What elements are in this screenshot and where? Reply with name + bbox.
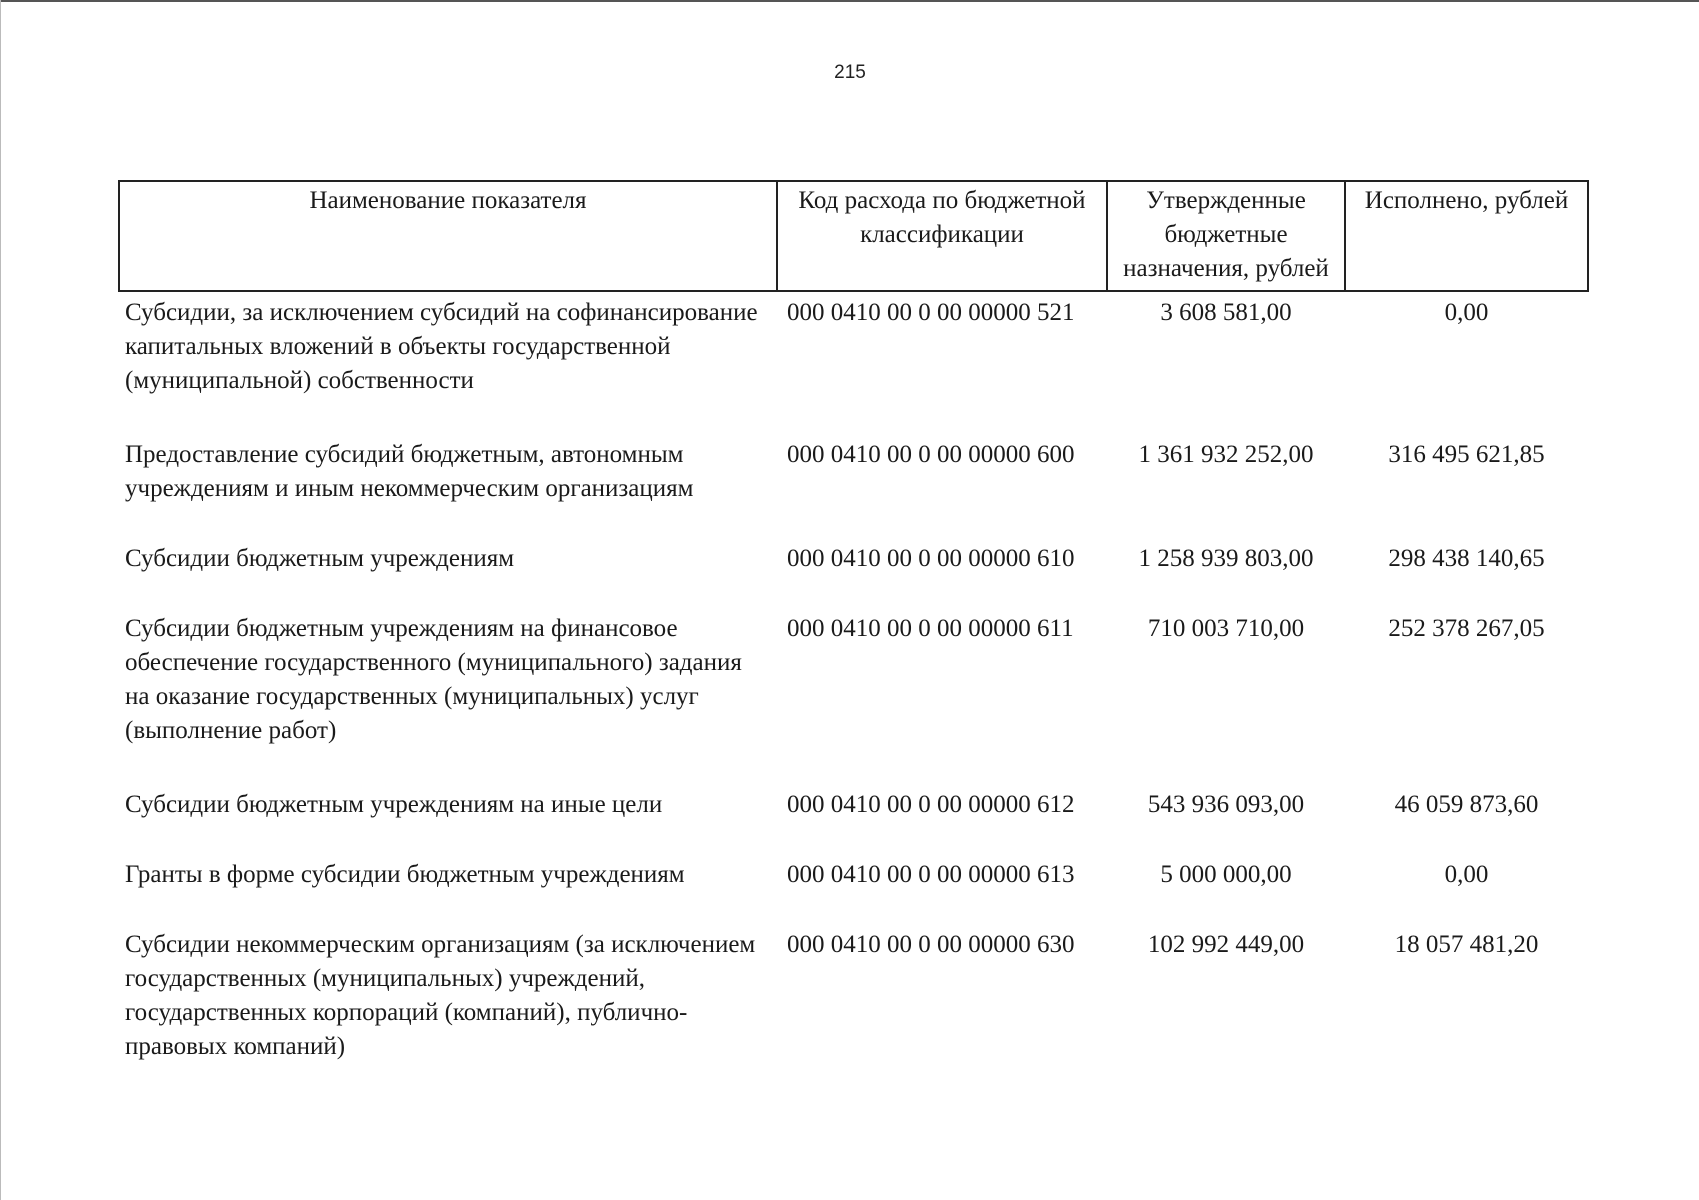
indicator-name: Субсидии бюджетным учреждениям на финансовое обеспечение государственного (муниципального) задания на оказание государственных (муниципальных) услуг (выполнение работ) bbox=[125, 615, 742, 744]
approved-amount: 3 608 581,00 bbox=[1160, 299, 1292, 326]
executed-amount: 252 378 267,05 bbox=[1388, 615, 1545, 642]
executed-amount: 0,00 bbox=[1444, 299, 1489, 326]
executed-amount: 18 057 481,20 bbox=[1394, 931, 1539, 958]
approved-amount: 102 992 449,00 bbox=[1147, 931, 1305, 958]
indicator-name: Субсидии бюджетным учреждениям на иные цели bbox=[125, 791, 663, 818]
table-row bbox=[119, 542, 1588, 612]
budget-execution-table bbox=[118, 180, 1589, 1068]
scan-top-border bbox=[0, 0, 1699, 2]
executed-amount: 46 059 873,60 bbox=[1394, 791, 1539, 818]
expense-code: 000 0410 00 0 00 00000 600 bbox=[787, 441, 1075, 468]
executed-amount: 298 438 140,65 bbox=[1388, 545, 1545, 572]
indicator-name: Субсидии некоммерческим организациям (за исключением государственных (муниципальных) учреждений, государственных корпораций (компаний), публично-правовых компаний) bbox=[125, 931, 756, 1060]
indicator-name: Предоставление субсидий бюджетным, автономным учреждениям и иным некоммерческим организациям bbox=[125, 441, 694, 502]
approved-amount: 1 361 932 252,00 bbox=[1138, 441, 1314, 468]
indicator-name: Гранты в форме субсидии бюджетным учреждениям bbox=[125, 861, 685, 888]
page-number: 215 bbox=[834, 62, 866, 83]
scan-left-edge bbox=[0, 0, 1, 1200]
expense-code: 000 0410 00 0 00 00000 521 bbox=[787, 299, 1075, 326]
expense-code: 000 0410 00 0 00 00000 611 bbox=[787, 615, 1074, 642]
indicator-name: Субсидии, за исключением субсидий на софинансирование капитальных вложений в объекты государственной (муниципальной) собственности bbox=[125, 299, 758, 394]
indicator-name: Субсидии бюджетным учреждениям bbox=[125, 545, 515, 572]
expense-code: 000 0410 00 0 00 00000 610 bbox=[787, 545, 1075, 572]
approved-amount: 710 003 710,00 bbox=[1147, 615, 1305, 642]
expense-code: 000 0410 00 0 00 00000 613 bbox=[787, 861, 1075, 888]
approved-amount: 1 258 939 803,00 bbox=[1138, 545, 1314, 572]
approved-amount: 543 936 093,00 bbox=[1147, 791, 1305, 818]
table-header-row bbox=[119, 181, 1588, 291]
table-row bbox=[119, 612, 1588, 788]
header-expense-code: Код расхода по бюджетной классификации bbox=[777, 181, 1107, 291]
table-row bbox=[119, 291, 1588, 438]
header-approved-amount: Утвержденные бюджетные назначения, рублей bbox=[1107, 181, 1345, 291]
approved-amount: 5 000 000,00 bbox=[1160, 861, 1292, 888]
executed-amount: 316 495 621,85 bbox=[1388, 441, 1545, 468]
expense-code: 000 0410 00 0 00 00000 612 bbox=[787, 791, 1075, 818]
executed-amount: 0,00 bbox=[1444, 861, 1489, 888]
table-row bbox=[119, 858, 1588, 928]
table-row bbox=[119, 438, 1588, 542]
table-row bbox=[119, 928, 1588, 1068]
expense-code: 000 0410 00 0 00 00000 630 bbox=[787, 931, 1075, 958]
header-executed-amount: Исполнено, рублей bbox=[1345, 181, 1588, 291]
table-row bbox=[119, 788, 1588, 858]
header-indicator-name: Наименование показателя bbox=[119, 181, 777, 291]
